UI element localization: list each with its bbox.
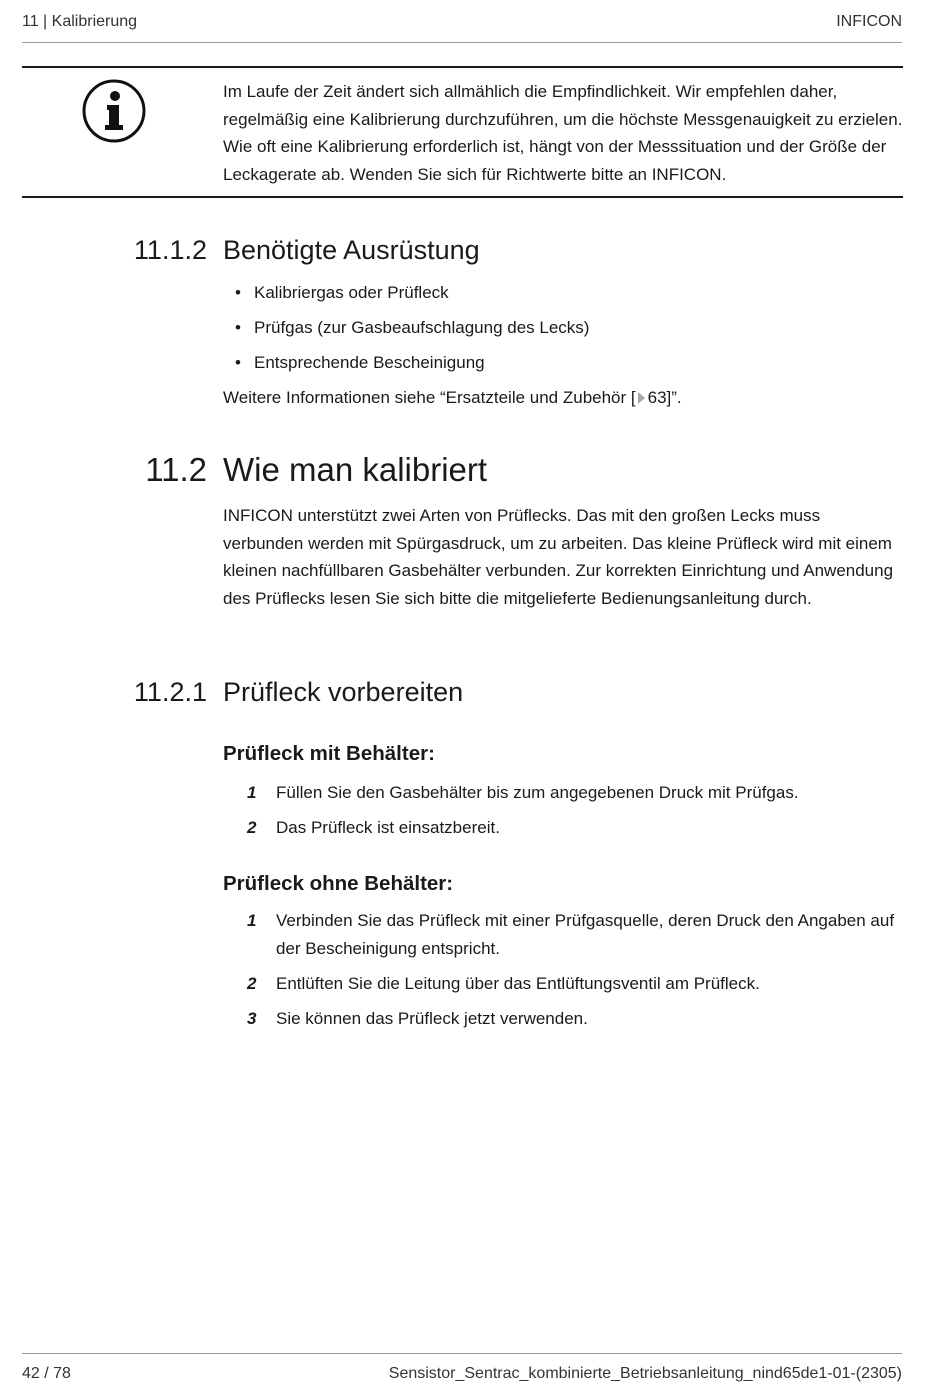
calibration-intro-text: INFICON unterstützt zwei Arten von Prüflecks. Das mit den großen Lecks muss verbunden werden mit Spürgasdruck, um zu arbeiten. Das kleine Prüfleck wird mit einem kleinen nachfüllbaren Gasbehälter verbunden. Zur korrekten Einrichtung und Anwendung des Prüflecks lesen Sie sich bitte die mitgelieferte Bedienungsanleitung durch.: [223, 506, 894, 608]
section-title: Benötigte Ausrüstung: [223, 235, 480, 265]
section-title: Wie man kalibriert: [223, 451, 488, 488]
page-number: 42 / 78: [22, 1365, 71, 1382]
section-number: 11.1.2: [133, 235, 207, 265]
document-id: Sensistor_Sentrac_kombinierte_Betriebsanleitung_nind65de1-01-(2305): [388, 1365, 902, 1382]
page-header: [22, 13, 902, 43]
info-note-text: Im Laufe der Zeit ändert sich allmählich die Empfindlichkeit. Wir empfehlen daher, regelmäßig eine Kalibrierung durchzuführen, um die höchste Messgenauigkeit zu erzielen. Wie oft eine Kalibrierung erforderlich ist, hängt von der Messsituation und der Größe der Leckagerate ab. Wenden Sie sich für Richtwerte bitte an INFICON.: [223, 82, 903, 184]
subheading-with-container: Prüfleck mit Behälter:: [223, 742, 435, 765]
section-heading-11-1-2: [133, 234, 480, 266]
more-info-line: Weitere Informationen siehe “Ersatzteile und Zubehör [ 63]”.: [223, 388, 682, 407]
info-note: [22, 66, 903, 198]
section-number: 11.2: [145, 451, 207, 488]
info-icon: [82, 79, 146, 143]
list-item: • Kalibriergas oder Prüfleck: [235, 283, 449, 302]
step-item: 3 Sie können das Prüfleck jetzt verwenden.: [247, 1008, 588, 1028]
page-reference-icon: [638, 392, 645, 404]
list-item: • Entsprechende Bescheinigung: [235, 353, 485, 372]
section-title: Prüfleck vorbereiten: [223, 677, 464, 707]
steps-without-container: [223, 907, 903, 1040]
subheading-without-container: Prüfleck ohne Behälter:: [223, 872, 454, 895]
section-number: 11.2.1: [133, 677, 207, 707]
step-item: 1 Verbinden Sie das Prüfleck mit einer Prüfgasquelle, deren Druck den Angaben auf der Bescheinigung entspricht.: [247, 911, 895, 958]
step-item: 2 Entlüften Sie die Leitung über das Entlüftungsventil am Prüfleck.: [247, 973, 760, 993]
steps-with-container: [223, 779, 903, 849]
section-heading-11-2: [145, 451, 488, 489]
page-reference-link[interactable]: 63: [647, 388, 667, 407]
header-section: 11 | Kalibrierung: [22, 13, 138, 30]
list-item: • Prüfgas (zur Gasbeaufschlagung des Lecks): [235, 318, 590, 337]
header-brand: INFICON: [836, 13, 902, 30]
step-item: 2 Das Prüfleck ist einsatzbereit.: [247, 818, 500, 837]
step-item: 1 Füllen Sie den Gasbehälter bis zum angegebenen Druck mit Prüfgas.: [247, 783, 799, 802]
equipment-list: [223, 281, 589, 386]
section-heading-11-2-1: [133, 676, 464, 708]
page-footer: [22, 1353, 902, 1383]
